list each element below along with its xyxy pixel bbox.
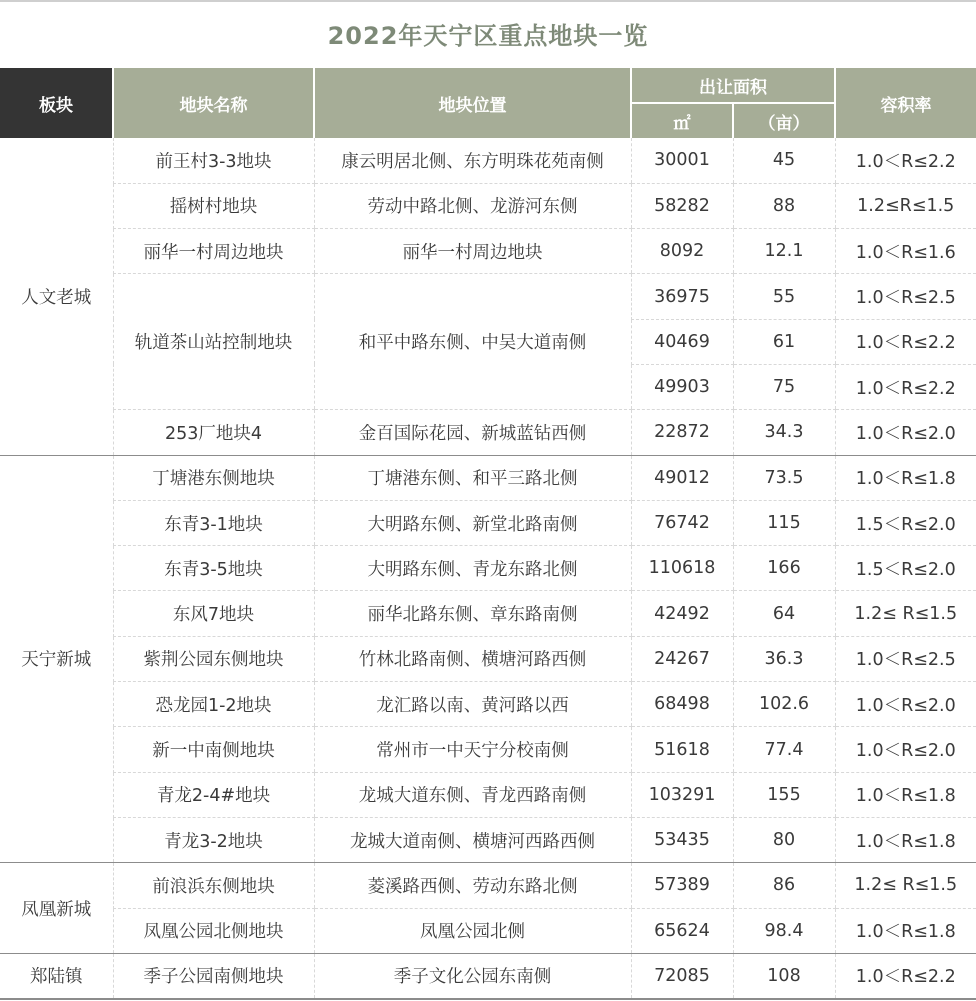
area-sqm: 36975 <box>631 274 733 319</box>
table-row <box>0 817 976 862</box>
area-sqm: 49903 <box>631 364 733 409</box>
area-sqm: 8092 <box>631 229 733 274</box>
area-mu: 98.4 <box>733 908 835 953</box>
far-value: 1.0＜R≤2.2 <box>835 364 976 409</box>
far-value: 1.0＜R≤1.8 <box>835 455 976 500</box>
plot-name: 丁塘港东侧地块 <box>113 455 314 500</box>
plot-location: 龙汇路以南、黄河路以西 <box>314 682 631 727</box>
plot-name: 253厂地块4 <box>113 410 314 455</box>
table-row <box>0 183 976 228</box>
far-value: 1.5＜R≤2.0 <box>835 500 976 545</box>
far-value: 1.0＜R≤2.5 <box>835 274 976 319</box>
area-sqm: 110618 <box>631 546 733 591</box>
area-sqm: 40469 <box>631 319 733 364</box>
table-row <box>0 772 976 817</box>
plot-location: 和平中路东侧、中吴大道南侧 <box>314 274 631 410</box>
area-mu: 155 <box>733 772 835 817</box>
header-far: 容积率 <box>835 68 976 138</box>
sector-cell: 天宁新城 <box>0 455 113 863</box>
area-sqm: 53435 <box>631 817 733 862</box>
plot-name: 摇树村地块 <box>113 183 314 228</box>
table-body <box>0 138 976 999</box>
far-value: 1.0＜R≤2.2 <box>835 138 976 183</box>
plot-name: 丽华一村周边地块 <box>113 229 314 274</box>
plot-location: 丽华北路东侧、章东路南侧 <box>314 591 631 636</box>
plot-name: 季子公园南侧地块 <box>113 953 314 998</box>
area-sqm: 51618 <box>631 727 733 772</box>
far-value: 1.0＜R≤2.2 <box>835 953 976 998</box>
far-value: 1.0＜R≤1.8 <box>835 908 976 953</box>
sector-cell: 凤凰新城 <box>0 863 113 954</box>
plot-location: 龙城大道南侧、横塘河西路西侧 <box>314 817 631 862</box>
far-value: 1.2≤R≤1.5 <box>835 183 976 228</box>
far-value: 1.0＜R≤2.5 <box>835 636 976 681</box>
land-table <box>0 68 976 1000</box>
area-sqm: 57389 <box>631 863 733 908</box>
plot-location: 大明路东侧、新堂北路南侧 <box>314 500 631 545</box>
plot-name: 东风7地块 <box>113 591 314 636</box>
table-row <box>0 500 976 545</box>
area-mu: 73.5 <box>733 455 835 500</box>
area-mu: 166 <box>733 546 835 591</box>
table-row <box>0 546 976 591</box>
area-sqm: 30001 <box>631 138 733 183</box>
area-mu: 75 <box>733 364 835 409</box>
plot-name: 青龙3-2地块 <box>113 817 314 862</box>
header-area-sqm: ㎡ <box>631 103 733 138</box>
far-value: 1.2≤ R≤1.5 <box>835 863 976 908</box>
sector-cell: 人文老城 <box>0 138 113 455</box>
far-value: 1.0＜R≤1.6 <box>835 229 976 274</box>
far-value: 1.5＜R≤2.0 <box>835 546 976 591</box>
plot-location: 凤凰公园北侧 <box>314 908 631 953</box>
plot-location: 大明路东侧、青龙东路北侧 <box>314 546 631 591</box>
plot-name: 紫荆公园东侧地块 <box>113 636 314 681</box>
plot-name: 前王村3-3地块 <box>113 138 314 183</box>
far-value: 1.0＜R≤2.2 <box>835 319 976 364</box>
area-sqm: 68498 <box>631 682 733 727</box>
header-area: 出让面积 <box>631 68 835 103</box>
table-header <box>0 68 976 138</box>
area-mu: 86 <box>733 863 835 908</box>
plot-name: 轨道茶山站控制地块 <box>113 274 314 410</box>
area-mu: 77.4 <box>733 727 835 772</box>
table-row <box>0 908 976 953</box>
header-area-mu: （亩） <box>733 103 835 138</box>
table-row <box>0 138 976 183</box>
table-row <box>0 682 976 727</box>
plot-location: 劳动中路北侧、龙游河东侧 <box>314 183 631 228</box>
plot-location: 竹林北路南侧、横塘河路西侧 <box>314 636 631 681</box>
plot-name: 前浪浜东侧地块 <box>113 863 314 908</box>
area-mu: 61 <box>733 319 835 364</box>
table-row <box>0 636 976 681</box>
far-value: 1.0＜R≤2.0 <box>835 727 976 772</box>
plot-name: 青龙2-4#地块 <box>113 772 314 817</box>
plot-name: 恐龙园1-2地块 <box>113 682 314 727</box>
area-mu: 64 <box>733 591 835 636</box>
far-value: 1.2≤ R≤1.5 <box>835 591 976 636</box>
area-mu: 115 <box>733 500 835 545</box>
plot-name: 东青3-1地块 <box>113 500 314 545</box>
table-row <box>0 727 976 772</box>
sector-cell: 郑陆镇 <box>0 953 113 998</box>
area-mu: 12.1 <box>733 229 835 274</box>
plot-location: 丽华一村周边地块 <box>314 229 631 274</box>
far-value: 1.0＜R≤1.8 <box>835 772 976 817</box>
area-mu: 88 <box>733 183 835 228</box>
table-row <box>0 953 976 998</box>
header-sector: 板块 <box>0 68 113 138</box>
plot-location: 季子文化公园东南侧 <box>314 953 631 998</box>
area-mu: 36.3 <box>733 636 835 681</box>
far-value: 1.0＜R≤2.0 <box>835 410 976 455</box>
plot-location: 康云明居北侧、东方明珠花苑南侧 <box>314 138 631 183</box>
plot-location: 金百国际花园、新城蓝钻西侧 <box>314 410 631 455</box>
plot-name: 新一中南侧地块 <box>113 727 314 772</box>
plot-name: 东青3-5地块 <box>113 546 314 591</box>
far-value: 1.0＜R≤1.8 <box>835 817 976 862</box>
table-row <box>0 863 976 908</box>
plot-name: 凤凰公园北侧地块 <box>113 908 314 953</box>
area-sqm: 103291 <box>631 772 733 817</box>
area-mu: 108 <box>733 953 835 998</box>
plot-location: 丁塘港东侧、和平三路北侧 <box>314 455 631 500</box>
plot-location: 菱溪路西侧、劳动东路北侧 <box>314 863 631 908</box>
table-row <box>0 229 976 274</box>
area-sqm: 58282 <box>631 183 733 228</box>
area-mu: 45 <box>733 138 835 183</box>
header-name: 地块名称 <box>113 68 314 138</box>
area-mu: 80 <box>733 817 835 862</box>
area-sqm: 42492 <box>631 591 733 636</box>
far-value: 1.0＜R≤2.0 <box>835 682 976 727</box>
page-title: 2022年天宁区重点地块一览 <box>327 22 649 50</box>
table-row <box>0 274 976 319</box>
table-row <box>0 455 976 500</box>
area-sqm: 49012 <box>631 455 733 500</box>
area-sqm: 24267 <box>631 636 733 681</box>
area-mu: 34.3 <box>733 410 835 455</box>
area-sqm: 72085 <box>631 953 733 998</box>
area-sqm: 65624 <box>631 908 733 953</box>
area-mu: 102.6 <box>733 682 835 727</box>
plot-location: 常州市一中天宁分校南侧 <box>314 727 631 772</box>
top-rule <box>0 0 976 2</box>
header-location: 地块位置 <box>314 68 631 138</box>
plot-location: 龙城大道东侧、青龙西路南侧 <box>314 772 631 817</box>
area-mu: 55 <box>733 274 835 319</box>
table-row <box>0 410 976 455</box>
area-sqm: 22872 <box>631 410 733 455</box>
table-row <box>0 591 976 636</box>
area-sqm: 76742 <box>631 500 733 545</box>
